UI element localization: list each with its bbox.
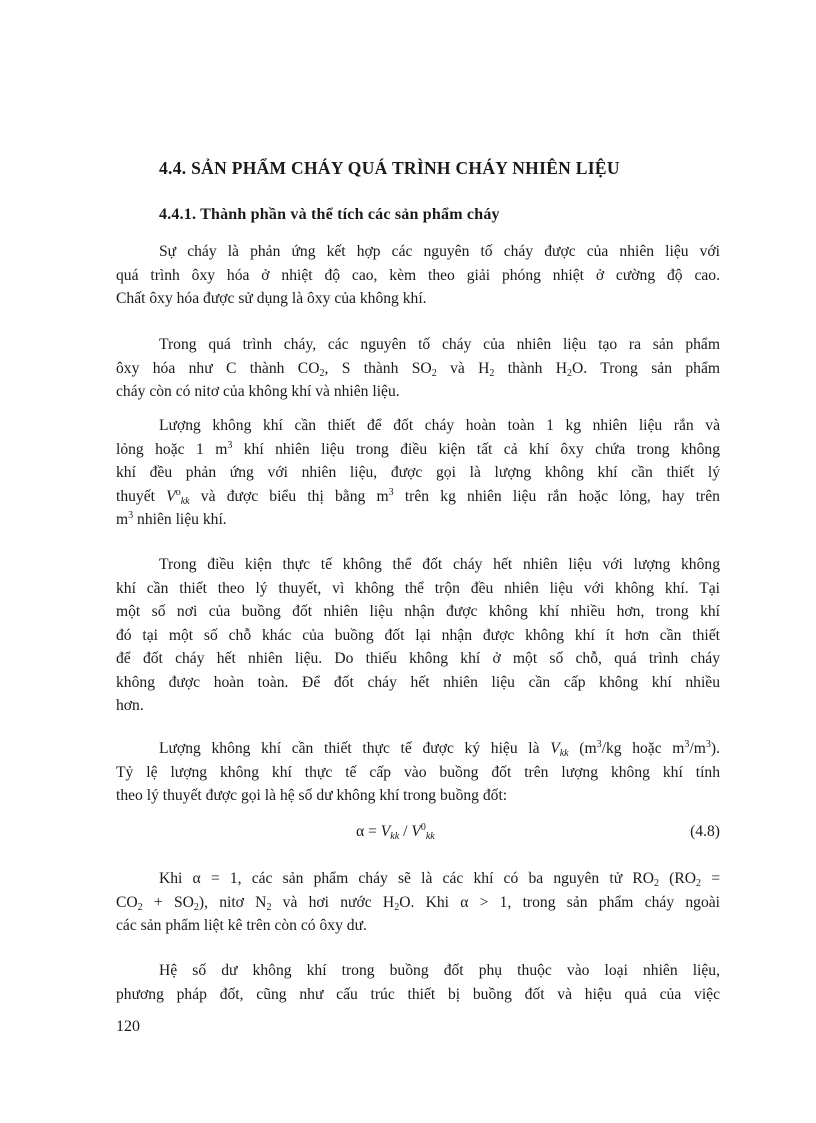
subscript: 2 (319, 367, 325, 379)
paragraph-3-line-1: Lượng không khí cần thiết để đốt cháy hoàn toàn 1 kg nhiên liệu rắn và (159, 417, 720, 434)
paragraph-4-line-4: đó tại một số chỗ khác của buồng đốt lại nhận được không khí ít hơn cần thiết (116, 626, 720, 644)
subscript: 2 (654, 878, 659, 889)
text-run: thành H (494, 359, 568, 377)
paragraph-4-line-7: hơn. (116, 697, 144, 714)
superscript: 3 (128, 510, 134, 521)
section-heading: 4.4. SẢN PHẨM CHÁY QUÁ TRÌNH CHÁY NHIÊN LIỆU (159, 158, 620, 178)
equation-lhs: α = (356, 823, 381, 840)
subscript: kk (180, 495, 190, 507)
equation-4-8 (116, 823, 720, 847)
text-run: ôxy hóa như C thành CO (116, 359, 320, 377)
subscript: 2 (193, 901, 199, 913)
equation-number: (4.8) (690, 823, 720, 840)
subscript: 2 (431, 367, 437, 379)
superscript: 3 (388, 486, 394, 498)
paragraph-3 (116, 414, 720, 532)
paragraph-2-line-3: cháy còn có nitơ của không khí và nhiên liệu. (116, 383, 400, 400)
superscript: o (175, 486, 181, 498)
text-run: m (116, 511, 129, 528)
paragraph-6-line-3: các sản phẩm liệt kê trên còn có ôxy dư. (116, 917, 367, 934)
paragraph-3-line-5 (116, 508, 720, 532)
text-run: /m (689, 740, 706, 757)
math-variable: V (166, 487, 176, 505)
subscript: kk (425, 831, 435, 842)
text-run: CO (116, 893, 138, 911)
text-run: /kg hoặc m (601, 740, 685, 757)
text-run: trên kg nhiên liệu rắn hoặc lỏng, hay trên (393, 487, 720, 505)
subscript: 2 (567, 367, 573, 379)
paragraph-5-line-1 (116, 737, 720, 761)
paragraph-1-line-1: Sự cháy là phản ứng kết hợp các nguyên tố cháy được của nhiên liệu với (159, 243, 720, 260)
paragraph-6-line-1 (116, 867, 720, 891)
text-run: và được biểu thị bằng m (189, 487, 389, 505)
subscript: 2 (489, 367, 495, 379)
text-run: = (701, 870, 720, 887)
text-run: thuyết (116, 487, 167, 505)
paragraph-3-line-2 (116, 438, 720, 462)
text-run: (m (568, 740, 597, 757)
superscript: 0 (420, 822, 426, 833)
text-run: Khi α = 1, các sản phẩm cháy sẽ là các khí có ba nguyên tử RO (159, 870, 654, 887)
paragraph-4 (116, 553, 720, 718)
superscript: 3 (684, 739, 690, 750)
text-run: O. Khi α > 1, trong sản phẩm cháy ngoài (399, 893, 720, 911)
paragraph-2-line-1: Trong quá trình cháy, các nguyên tố cháy của nhiên liệu tạo ra sản phẩm (159, 336, 720, 353)
paragraph-1 (116, 240, 720, 311)
subscript: kk (390, 831, 400, 842)
paragraph-2 (116, 333, 720, 404)
text-run: và hơi nước H (271, 893, 395, 911)
paragraph-3-line-3: khí đều phản ứng với nhiên liệu, được gọi là lượng không khí cần thiết lý (116, 464, 720, 481)
text-run: , S thành SO (324, 359, 432, 377)
paragraph-1-line-3: Chất ôxy hóa được sử dụng là ôxy của không khí. (116, 290, 427, 307)
text-run: nhiên liệu khí. (133, 511, 227, 528)
math-variable: V (380, 823, 391, 840)
paragraph-6-line-2 (116, 891, 720, 915)
paragraph-7 (116, 959, 720, 1006)
superscript: 3 (596, 739, 602, 750)
paragraph-7-line-1: Hệ số dư không khí trong buồng đốt phụ thuộc vào loại nhiên liệu, (159, 962, 720, 979)
subscript: kk (559, 748, 569, 759)
paragraph-3-line-4 (116, 485, 720, 509)
text-run: + SO (142, 893, 194, 911)
paragraph-4-line-2: khí cần thiết theo lý thuyết, vì không thể trộn đều nhiên liệu với không khí. Tại (116, 579, 720, 597)
paragraph-5 (116, 737, 720, 808)
paragraph-1-line-2: quá trình ôxy hóa ở nhiệt độ cao, kèm theo giải phóng nhiệt ở cường độ cao. (116, 266, 720, 284)
text-run: ). (710, 740, 720, 757)
math-variable: V (411, 823, 421, 840)
equation-expression (356, 823, 435, 841)
subsection-heading: 4.4.1. Thành phần và thể tích các sản phẩm cháy (159, 206, 500, 223)
text-run: lỏng hoặc 1 m (116, 440, 228, 458)
paragraph-6 (116, 867, 720, 938)
paragraph-2-line-2 (116, 357, 720, 381)
equation-operator: / (399, 823, 412, 840)
text-run: O. Trong sản phẩm (572, 359, 720, 377)
superscript: 3 (705, 739, 711, 750)
subscript: 2 (696, 878, 702, 889)
math-variable: V (550, 740, 560, 757)
subscript: 2 (137, 901, 143, 913)
page-number: 120 (116, 1018, 140, 1035)
paragraph-4-line-3: một số nơi của buồng đốt nhiên liệu nhận được không khí nhiều hơn, trong khí (116, 603, 720, 620)
subscript: 2 (394, 901, 400, 913)
paragraph-7-line-2: phương pháp đốt, cũng như cấu trúc thiết bị buồng đốt và hiệu quả của việc (116, 985, 720, 1003)
text-run: và H (436, 359, 490, 377)
text-run: Lượng không khí cần thiết thực tế được ký hiệu là (159, 740, 551, 757)
paragraph-4-line-6: không được hoàn toàn. Để đốt cháy hết nhiên liệu cần cấp không khí nhiều (116, 673, 720, 691)
paragraph-5-line-3: theo lý thuyết được gọi là hệ số dư không khí trong buồng đốt: (116, 787, 508, 804)
text-run: khí nhiên liệu trong điều kiện tất cả khí ôxy chứa trong không (232, 440, 720, 458)
paragraph-4-line-1: Trong điều kiện thực tế không thể đốt cháy hết nhiên liệu với lượng không (159, 556, 720, 573)
paragraph-4-line-5: để đốt cháy hết nhiên liệu. Do thiếu không khí ở một số chỗ, quá trình cháy (116, 650, 720, 667)
text-run: (RO (659, 870, 697, 887)
subscript: 2 (266, 901, 272, 913)
paragraph-5-line-2: Tỷ lệ lượng không khí thực tế cấp vào buồng đốt trên lượng không khí tính (116, 763, 720, 781)
superscript: 3 (227, 439, 233, 451)
text-run: ), nitơ N (198, 893, 267, 911)
